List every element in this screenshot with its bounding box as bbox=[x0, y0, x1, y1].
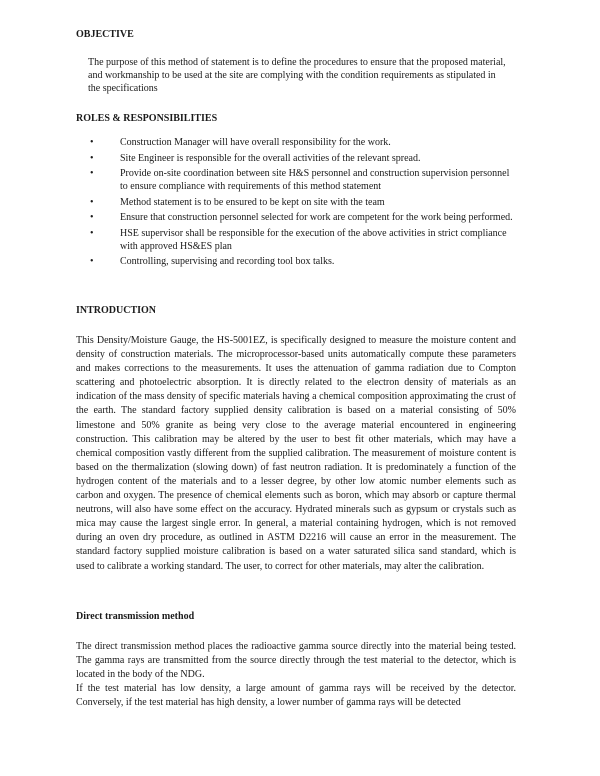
introduction-paragraph bbox=[76, 334, 516, 574]
list-item: • HSE supervisor shall be responsible for the execution of the above activities in strict compliance with approved HS&ES plan bbox=[76, 227, 516, 253]
list-item: • Method statement is to be ensured to be kept on site with the team bbox=[76, 196, 516, 209]
list-item: • Site Engineer is responsible for the overall activities of the relevant spread. bbox=[76, 152, 516, 165]
roles-heading: ROLES & RESPONSIBILITIES bbox=[76, 113, 218, 124]
objective-paragraph: The purpose of this method of statement is to define the procedures to ensure that the proposed material, and workmanship to be used at the site are complying with the condition requirements as stipulated in the specifications bbox=[88, 57, 506, 94]
introduction-heading: INTRODUCTION bbox=[76, 305, 157, 316]
list-item: • Controlling, supervising and recording tool box talks. bbox=[76, 255, 516, 268]
direct-transmission-body bbox=[76, 640, 516, 710]
direct-transmission-paragraph-2: If the test material has low density, a large amount of gamma rays will be received by the detector. Conversely, if the test material has high density, a lower number of gamma rays will be detected bbox=[76, 683, 516, 709]
objective-heading: OBJECTIVE bbox=[76, 29, 134, 40]
list-item: • Construction Manager will have overall responsibility for the work. bbox=[76, 136, 516, 149]
direct-transmission-heading: Direct transmission method bbox=[76, 611, 195, 622]
list-item: • Ensure that construction personnel selected for work are competent for the work being performed. bbox=[76, 211, 516, 224]
roles-list bbox=[76, 136, 516, 271]
introduction-text: This Density/Moisture Gauge, the HS-5001EZ, is specifically designed to measure the moisture content and density of construction materials. The microprocessor-based units automatically compute these parameters and makes corrections to the measurements. It uses the attenuation of gamma radiation due to Compton scattering and photoelectric absorption. It is directly related to the electron density of materials as an indication of the mass density of specific materials having a chemical composition approximating the crust of the earth. The standard factory supplied density calibration is based on a material consisting of 50% limestone and 50% granite as being very close to the average material encountered in engineering construction. This calibration may be altered by the user to best fit other materials, which may have a chemical composition vastly different from the supplied calibration. The measurement of moisture content is based on the thermalization (slowing down) of fast neutron radiation. It is predominately a function of the hydrogen content of the materials and to a lesser degree, by other low atomic number elements such as carbon and oxygen. The presence of chemical elements such as boron, which may absorb or capture thermal neutrons, will also have some effect on the accuracy. Hydrated minerals such as gypsum or crystals such as mica may cause the largest single error. In general, a material containing hydrogen, which is not removed during an oven dry procedure, as outlined in ASTM D2216 will cause an error in the measurement. The standard factory supplied moisture calibration is based on a water saturated silica sand standard, which is used to calibrate a working standard. The user, to correct for other materials, may alter the calibration. bbox=[76, 335, 516, 572]
direct-transmission-paragraph-1: The direct transmission method places the radioactive gamma source directly into the material being tested. The gamma rays are transmitted from the source directly through the test material to the detector, which is located in the body of the NDG. bbox=[76, 641, 516, 681]
list-item: • Provide on-site coordination between site H&S personnel and construction supervision personnel to ensure compliance with requirements of this method statement bbox=[76, 167, 516, 193]
